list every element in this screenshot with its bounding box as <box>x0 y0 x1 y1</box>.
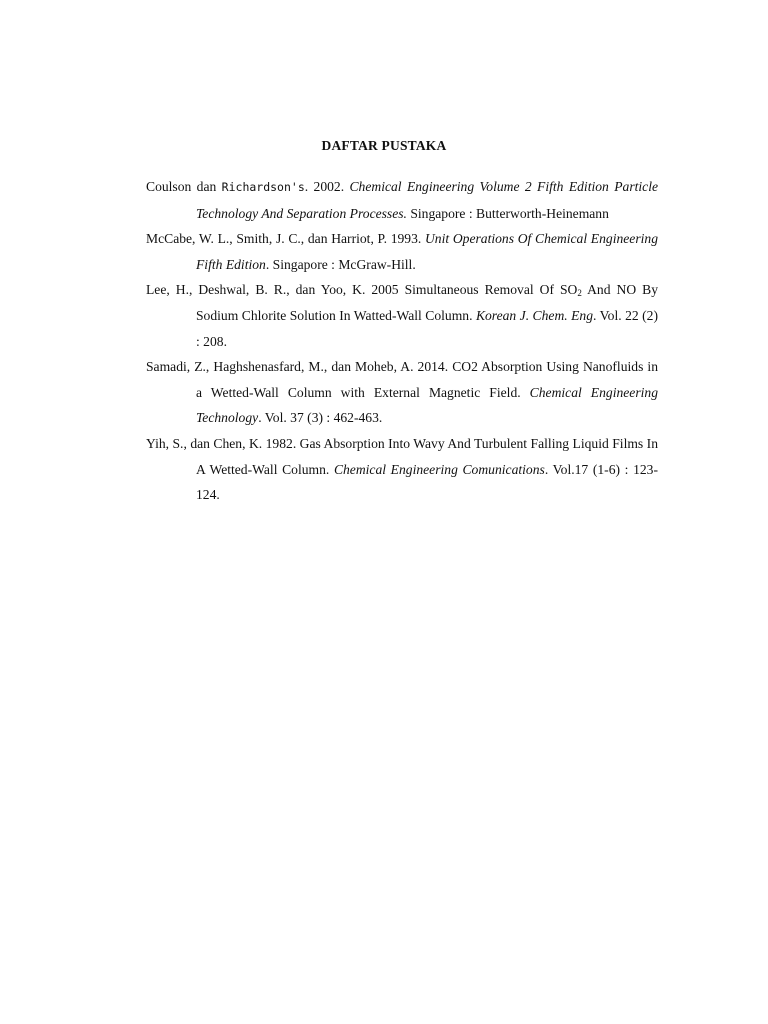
reference-item-yih <box>146 431 658 508</box>
reference-publisher: Singapore : Butterworth-Heinemann <box>406 205 609 221</box>
reference-publisher: . Vol. 22 (2) : 208. <box>196 307 658 349</box>
reference-author: Samadi, Z., Haghshenasfard, M., dan Moheb, A. 2014. CO2 Absorption Using Nanofluids in a Wetted-Wall Column with External Magnetic Field. <box>146 359 658 400</box>
reference-author: Coulson dan <box>146 179 222 194</box>
subscript: 2 <box>577 288 582 299</box>
reference-text: And NO By Sodium Chlorite Solution In Watted-Wall Column. <box>196 282 658 323</box>
reference-title: Korean J. Chem. Eng <box>475 307 594 323</box>
reference-item-lee <box>146 277 658 354</box>
reference-title: Chemical Engineering Comunications <box>333 461 545 477</box>
reference-publisher: . Singapore : McGraw-Hill. <box>265 256 416 272</box>
reference-author: McCabe, W. L., Smith, J. C., dan Harriot, P. 1993. <box>146 231 425 247</box>
reference-title: Chemical Engineering Technology <box>196 384 658 426</box>
reference-author: Yih, S., dan Chen, K. 1982. Gas Absorption Into Wavy And Turbulent Falling Liquid Films In A Wetted-Wall Column. <box>146 435 658 477</box>
reference-item-coulson <box>146 174 658 226</box>
reference-title: Unit Operations Of Chemical Engineering Fifth Edition <box>196 231 658 272</box>
reference-year: . 2002. <box>304 179 350 194</box>
reference-list <box>146 174 658 508</box>
reference-title: Chemical Engineering Volume 2 Fifth Edition Particle Technology And Separation Processes. <box>196 179 659 221</box>
reference-author: Lee, H., Deshwal, B. R., dan Yoo, K. 2005 Simultaneous Removal Of SO <box>146 282 578 298</box>
reference-publisher: . Vol. 37 (3) : 462-463. <box>258 410 383 426</box>
reference-item-samadi <box>146 354 658 431</box>
page-title: DAFTAR PUSTAKA <box>321 138 447 153</box>
reference-publisher: . Vol.17 (1-6) : 123-124. <box>196 461 658 503</box>
reference-item-mccabe <box>146 226 658 277</box>
reference-author-name: Richardson's <box>221 180 305 194</box>
